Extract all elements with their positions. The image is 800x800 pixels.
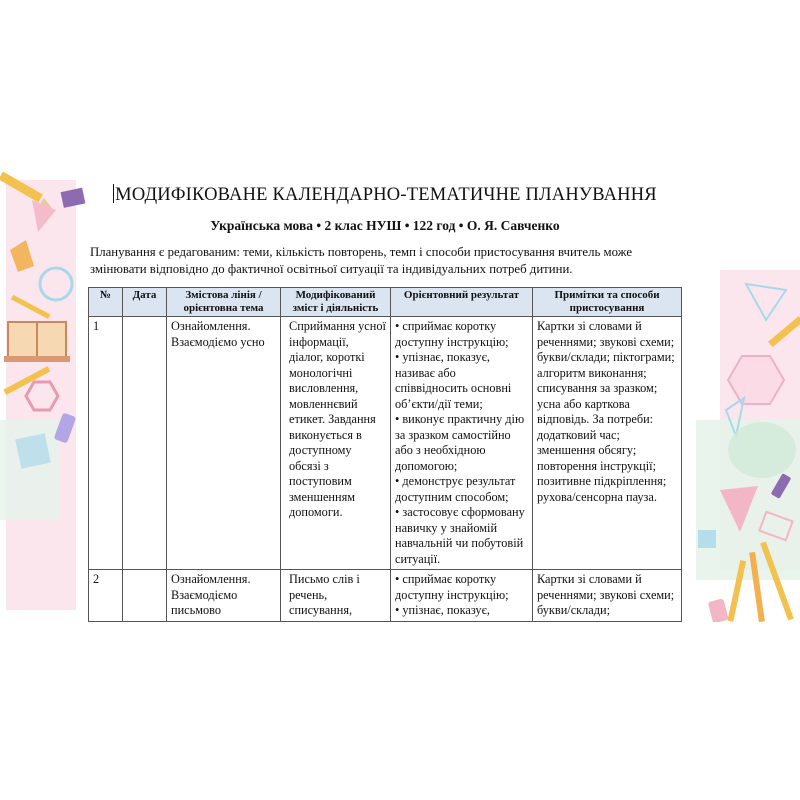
table-header-row (89, 288, 682, 317)
cell-content[interactable]: Сприймання усної інформації, діалог, короткі монологічні висловлення, мовленнєвий етикет. Завдання виконується в доступному обсязі з поступовим зменшенням допомоги. (281, 317, 391, 570)
cell-result[interactable] (391, 570, 533, 622)
result-item: • виконує практичну дію за зразком самостійно або з необхідною допомогою; (395, 412, 525, 473)
document-title-text: МОДИФІКОВАНЕ КАЛЕНДАРНО-ТЕМАТИЧНЕ ПЛАНУВАННЯ (115, 185, 657, 205)
cell-result[interactable] (391, 317, 533, 570)
header-notes: Примітки та способи пристосування (533, 288, 682, 317)
left-decoration (0, 160, 88, 622)
result-item: • застосовує сформовану навичку у знайомій навчальній чи побутовій ситуації. (395, 505, 525, 566)
slide (0, 160, 800, 622)
cell-number[interactable]: 1 (89, 317, 123, 570)
cell-content[interactable]: Письмо слів і речень, списування, (281, 570, 391, 622)
circle-icon (728, 422, 796, 478)
book-icon (4, 322, 70, 362)
cell-notes[interactable]: Картки зі словами й реченнями; звукові схеми; букви/склади; (533, 570, 682, 622)
document-note: Планування є редагованим: теми, кількість повторень, темп і способи пристосування вчитель може змінювати відповідно до фактичної освітньої ситуації та індивідуальних потреб дитини. (90, 245, 633, 276)
result-item: • сприймає коротку доступну інструкцію; (395, 572, 509, 602)
header-result: Орієнтовний результат (391, 288, 533, 317)
mint-panel-left (0, 420, 60, 520)
table-row (89, 570, 682, 622)
header-number: № (89, 288, 123, 317)
document-title (88, 184, 682, 206)
result-item: • упізнає, показує, (395, 603, 490, 617)
square-icon (698, 530, 716, 548)
document-subtitle: Українська мова • 2 клас НУШ • 122 год • О. Я. Савченко (210, 218, 560, 233)
planning-table (88, 287, 682, 622)
cell-topic[interactable]: Ознайомлення. Взаємодіємо письмово (167, 570, 281, 622)
eraser-icon (708, 598, 729, 622)
header-topic: Змістова лінія / орієнтовна тема (167, 288, 281, 317)
header-content: Модифікований зміст і діяльність (281, 288, 391, 317)
right-decoration (690, 160, 800, 622)
pink-panel-left (6, 180, 76, 610)
cell-date[interactable] (123, 570, 167, 622)
result-item: • сприймає коротку доступну інструкцію; (395, 319, 509, 349)
header-date: Дата (123, 288, 167, 317)
cell-number[interactable]: 2 (89, 570, 123, 622)
cell-date[interactable] (123, 317, 167, 570)
square-icon (15, 433, 51, 469)
table-row (89, 317, 682, 570)
document (88, 178, 682, 622)
result-item: • упізнає, показує, називає або співвідносить основні об’єкти/дії теми; (395, 350, 512, 411)
cell-topic[interactable]: Ознайомлення. Взаємодіємо усно (167, 317, 281, 570)
cell-notes[interactable]: Картки зі словами й реченнями; звукові схеми; букви/склади; піктограми; алгоритм виконання; списування за зразком; усна або карткова відповідь. За потреби: додатковий час; зменшення обсягу; повторення інструкції; позитивне підкріплення; рухова/сенсорна пауза. (533, 317, 682, 570)
result-item: • демонструє результат доступним способом; (395, 474, 516, 504)
